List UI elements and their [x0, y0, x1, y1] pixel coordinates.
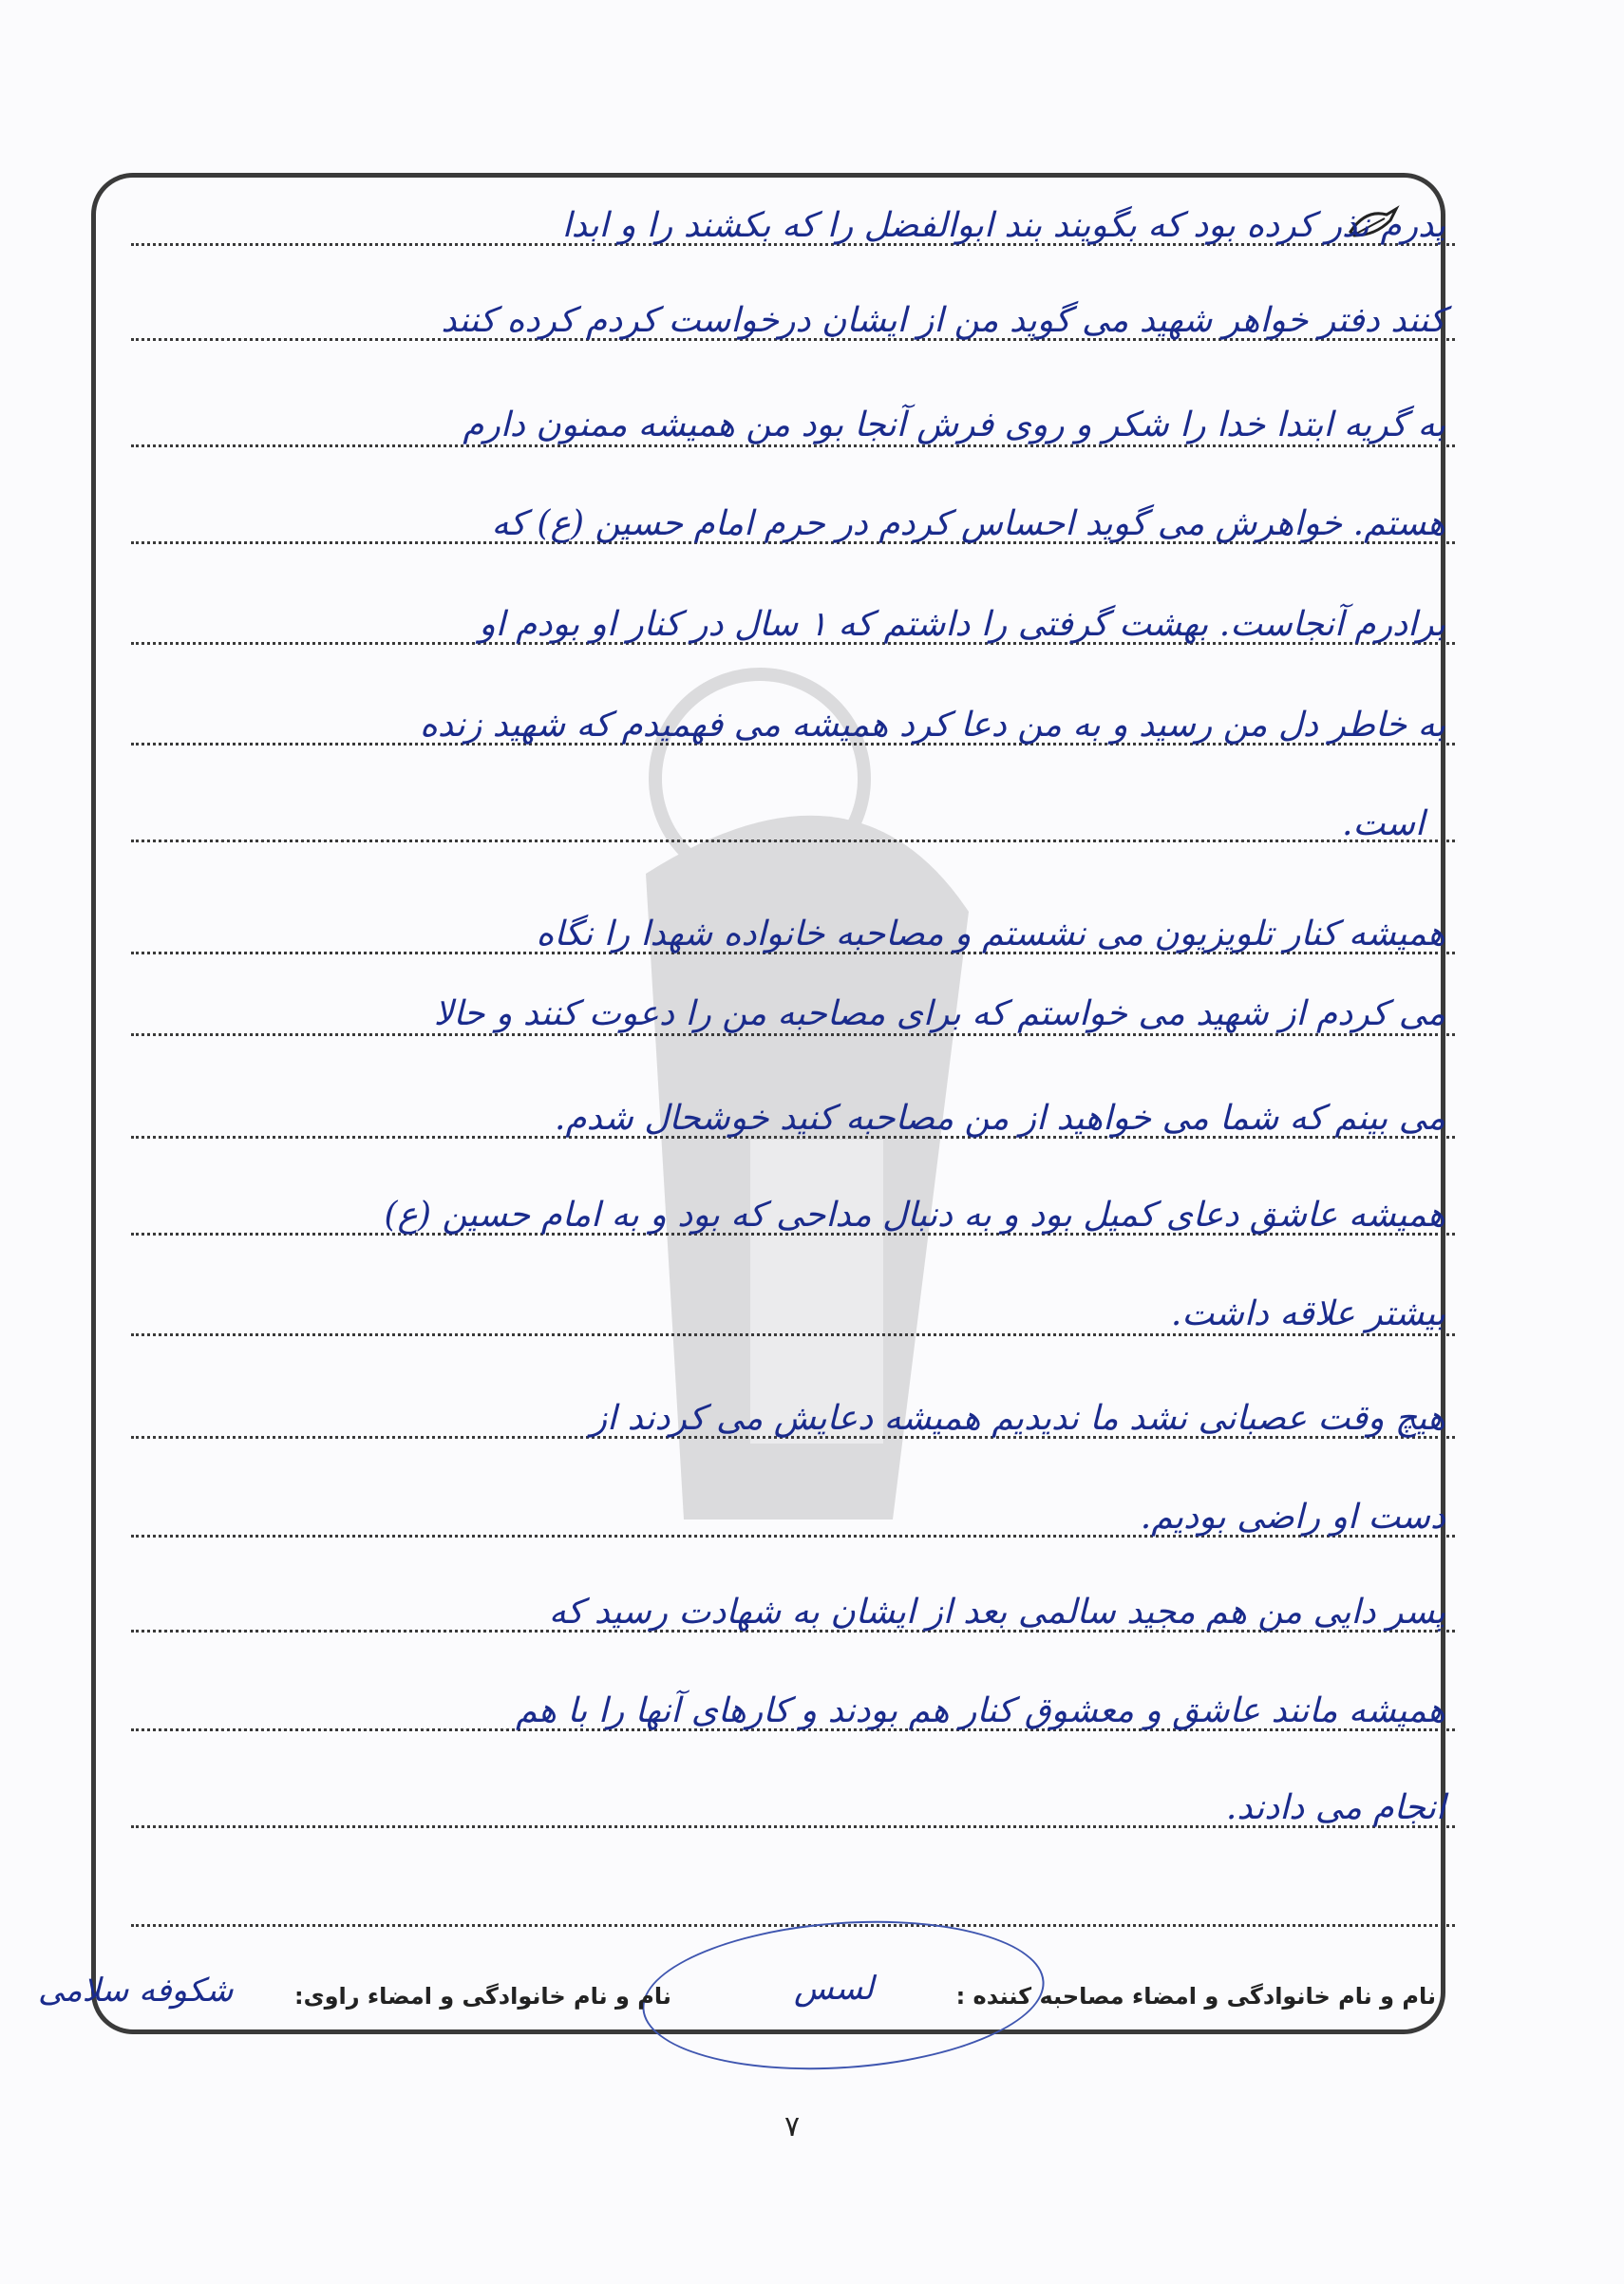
handwritten-line: بیشتر علاقه داشت.: [1170, 1294, 1445, 1333]
handwritten-line: برادرم آنجاست. بهشت گرفتی را داشتم که ۱ سال در کنار او بودم او: [479, 605, 1445, 644]
handwritten-line: پدرم نذر کرده بود که بگویند بند ابوالفضل را که بکشند را و ابدا: [561, 206, 1445, 245]
handwritten-line: هستم. خواهرش می گوید احساس کردم در حرم امام حسین (ع) که: [491, 504, 1445, 543]
page-number: ۷: [784, 2110, 801, 2143]
handwritten-line: می کردم از شهید می خواستم که برای مصاحبه من را دعوت کنند و حالا: [433, 994, 1445, 1033]
narrator-label: نام و نام خانوادگی و امضاء راوی:: [294, 1983, 671, 2010]
handwritten-line: می بینم که شما می خواهید از من مصاحبه کنید خوشحال شدم.: [554, 1099, 1445, 1138]
handwritten-line: همیشه مانند عاشق و معشوق کنار هم بودند و کارهای آنها را با هم: [516, 1691, 1445, 1730]
handwritten-line: به گریه ابتدا خدا را شکر و روی فرش آنجا بود من همیشه ممنون دارم: [463, 406, 1445, 444]
handwritten-line: به خاطر دل من رسید و به من دعا کرد همیشه می فهمیدم که شهید زنده: [420, 706, 1445, 745]
watermark-emblem: [608, 665, 1007, 1520]
handwritten-line: همیشه کنار تلویزیون می نشستم و مصاحبه خانواده شهدا را نگاه: [536, 915, 1445, 953]
interviewer-signature: لسس: [794, 1970, 875, 2008]
handwritten-line: انجام می دادند.: [1225, 1788, 1445, 1827]
handwritten-line: همیشه عاشق دعای کمیل بود و به دنبال مداحی که بود و به امام حسین (ع): [384, 1196, 1445, 1235]
handwritten-line: پسر دایی من هم مجید سالمی بعد از ایشان به شهادت رسید که: [548, 1593, 1445, 1632]
narrator-signature: شکوفه سلامی: [38, 1972, 234, 2010]
interviewer-label: نام و نام خانوادگی و امضاء مصاحبه کننده :: [955, 1983, 1436, 2010]
handwritten-line: هیچ وقت عصبانی نشد ما ندیدیم همیشه دعایش می کردند از: [590, 1399, 1445, 1438]
handwritten-line: دست او راضی بودیم.: [1140, 1498, 1445, 1537]
handwritten-line: کنند دفتر خواهر شهید می گوید من از ایشان درخواست کردم کرده کنند: [441, 301, 1445, 340]
handwritten-line: است.: [1342, 804, 1425, 843]
